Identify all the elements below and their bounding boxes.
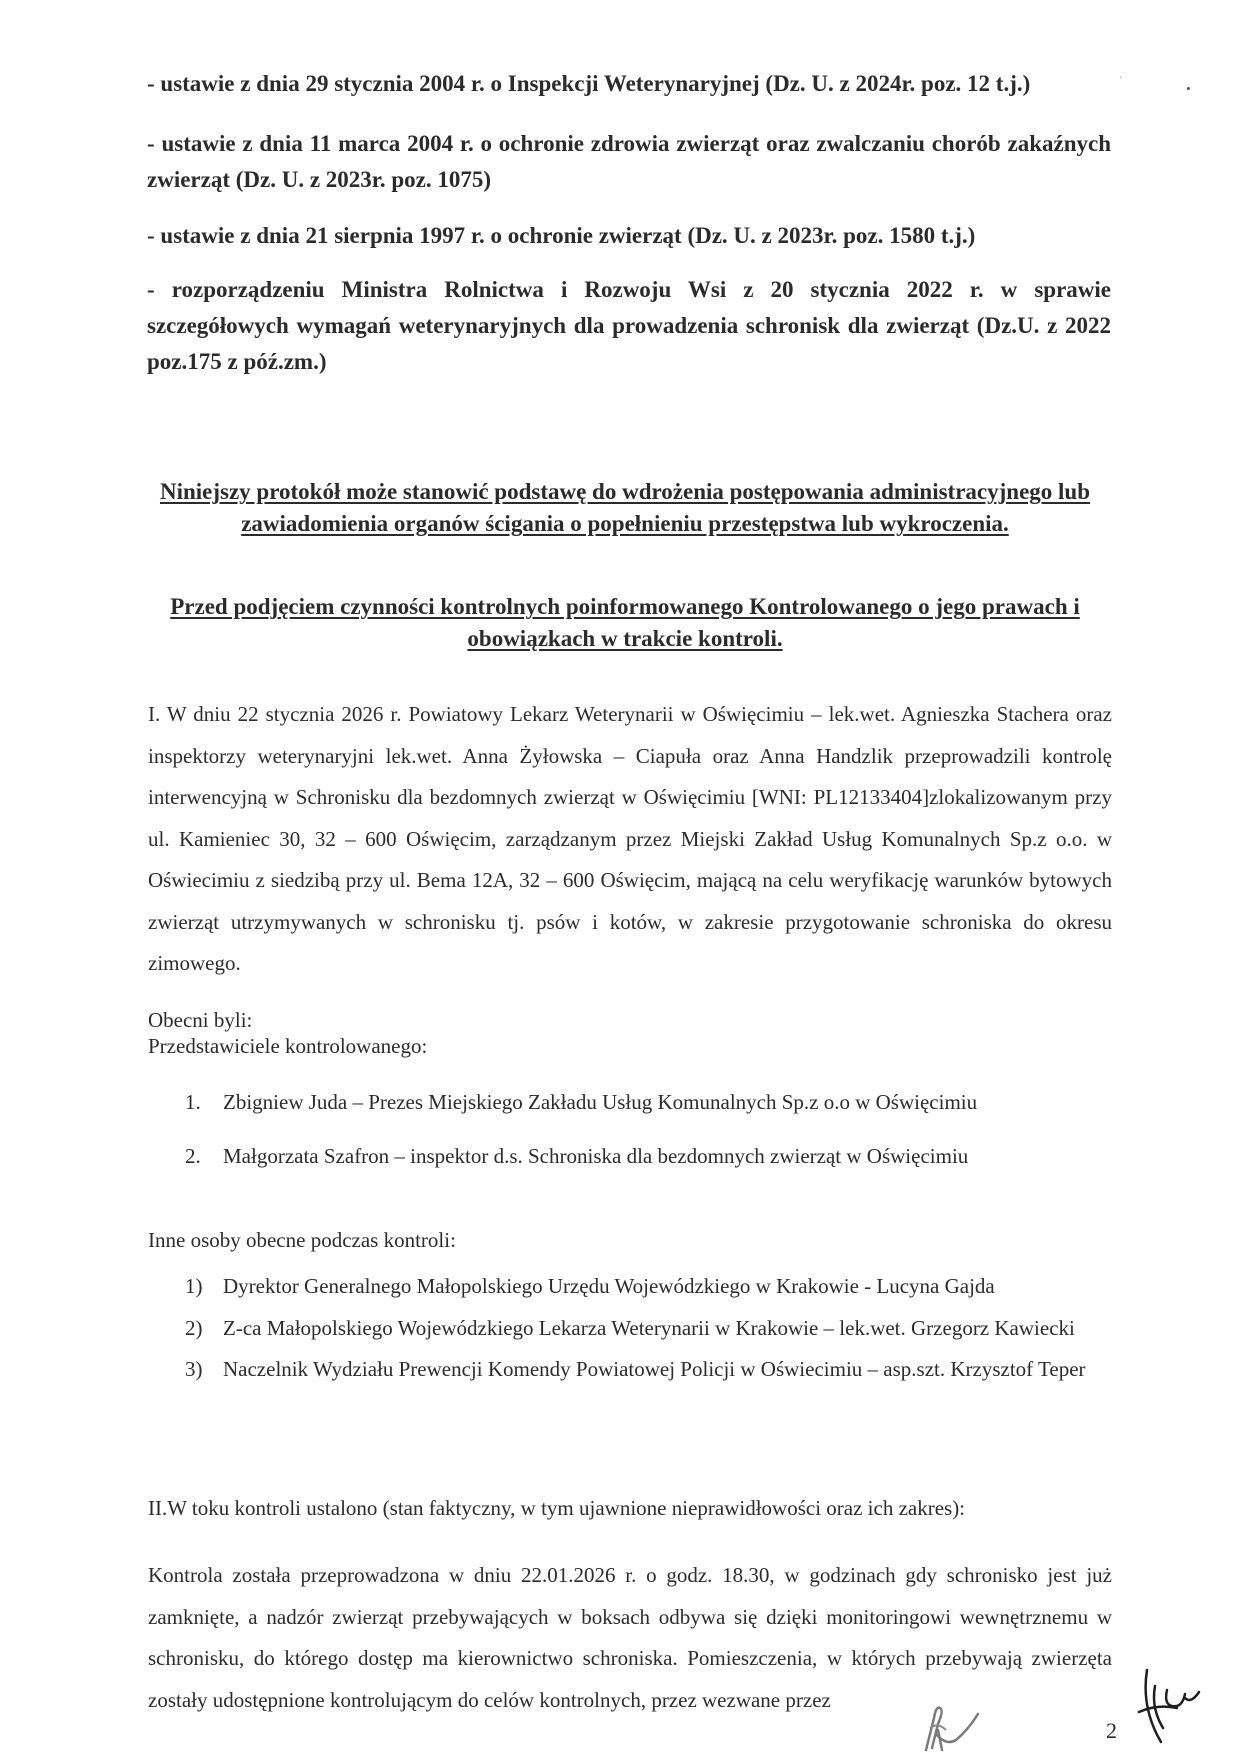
legal-notice: Niniejszy protokół może stanowić podstawę do wdrożenia postępowania administracyjnego lub zawiadomienia organów ścigania o popełnieniu przestępstwa lub wykroczenia.	[159, 479, 1091, 536]
others-list	[185, 1266, 1113, 1391]
list-text: Naczelnik Wydziału Prewencji Komendy Powiatowej Policji w Oświecimiu – asp.szt. Krzysztof Teper	[223, 1357, 1086, 1381]
present-label: Obecni byli:	[148, 1008, 253, 1032]
representatives-list	[185, 1082, 1113, 1177]
legal-basis-item: - ustawie z dnia 11 marca 2004 r. o ochronie zdrowia zwierząt oraz zwalczaniu chorób zakaźnych zwierząt (Dz. U. z 2023r. poz. 1075)	[147, 131, 1111, 192]
representatives-label: Przedstawiciele kontrolowanego:	[148, 1034, 428, 1058]
scan-mark: ˒	[1119, 68, 1123, 82]
list-number: 1.	[185, 1090, 201, 1114]
list-text: Z-ca Małopolskiego Wojewódzkiego Lekarza Weterynarii w Krakowie – lek.wet. Grzegorz Kawiecki	[223, 1315, 1075, 1340]
legal-basis-item: - ustawie z dnia 21 sierpnia 1997 r. o ochronie zwierząt (Dz. U. z 2023r. poz. 1580 t.j.)	[147, 223, 976, 248]
signature-initials-left	[912, 1700, 984, 1752]
list-item	[185, 1082, 1113, 1124]
list-number: 3)	[185, 1357, 203, 1381]
others-label: Inne osoby obecne podczas kontroli:	[148, 1228, 456, 1252]
legal-basis-item: - ustawie z dnia 29 stycznia 2004 r. o Inspekcji Weterynaryjnej (Dz. U. z 2024r. poz. 12 t.j.)	[147, 71, 1031, 96]
section-2-heading: II.W toku kontroli ustalono (stan faktyczny, w tym ujawnione nieprawidłowości oraz ich zakres):	[148, 1496, 966, 1520]
list-number: 2.	[185, 1143, 201, 1168]
list-item	[185, 1308, 1113, 1350]
list-text: Małgorzata Szafron – inspektor d.s. Schroniska dla bezdomnych zwierząt w Oświęcimiu	[223, 1143, 969, 1168]
page-number: 2	[1106, 1718, 1117, 1743]
section-1-paragraph: I. W dniu 22 stycznia 2026 r. Powiatowy Lekarz Weterynarii w Oświęcimiu – lek.wet. Agnieszka Stachera oraz inspektorzy weterynaryjni lek.wet. Anna Żyłowska – Ciapuła oraz Anna Handzlik przeprowadzili kontrolę interwencyjną w Schronisku dla bezdomnych zwierząt w Oświęcimiu [WNI: PL12133404]zlokalizowanym przy ul. Kamieniec 30, 32 – 600 Oświęcim, zarządzanym przez Miejski Zakład Usług Komunalnych Sp.z o.o. w Oświecimiu z siedzibą przy ul. Bema 12A, 32 – 600 Oświęcim, mającą na celu weryfikację warunków bytowych zwierząt utrzymywanych w schronisku tj. psów i kotów, w zakresie przygotowanie schroniska do okresu zimowego.	[148, 702, 1112, 975]
handwritten-signature-icon	[1133, 1668, 1203, 1748]
handwritten-signature-icon	[912, 1700, 984, 1752]
list-item	[185, 1136, 1113, 1178]
section-2-paragraph: Kontrola została przeprowadzona w dniu 22.01.2026 r. o godz. 18.30, w godzinach gdy schronisko jest już zamknięte, a nadzór zwierząt przebywających w boksach odbywa się dzięki monitoringowi wewnętrznemu w schronisku, do którego dostęp ma kierownictwo schroniska. Pomieszczenia, w których przebywają zwierzęta zostały udostępnione kontrolującym do celów kontrolnych, przez wezwane przez	[148, 1563, 1112, 1712]
scan-speck	[1187, 87, 1190, 90]
list-text: Zbigniew Juda – Prezes Miejskiego Zakładu Usług Komunalnych Sp.z o.o w Oświęcimiu	[223, 1090, 978, 1114]
list-text: Dyrektor Generalnego Małopolskiego Urzędu Wojewódzkiego w Krakowie - Lucyna Gajda	[223, 1274, 995, 1298]
list-item	[185, 1349, 1113, 1391]
legal-basis-item: - rozporządzeniu Ministra Rolnictwa i Rozwoju Wsi z 20 stycznia 2022 r. w sprawie szczegółowych wymagań weterynaryjnych dla prowadzenia schronisk dla zwierząt (Dz.U. z 2022 poz.175 z póź.zm.)	[147, 277, 1111, 374]
list-item	[185, 1266, 1113, 1308]
list-number: 2)	[185, 1315, 203, 1340]
signature-initials-right	[1133, 1668, 1203, 1748]
rights-notice: Przed podjęciem czynności kontrolnych poinformowanego Kontrolowanego o jego prawach i obowiązkach w trakcie kontroli.	[170, 594, 1080, 651]
list-number: 1)	[185, 1274, 203, 1298]
